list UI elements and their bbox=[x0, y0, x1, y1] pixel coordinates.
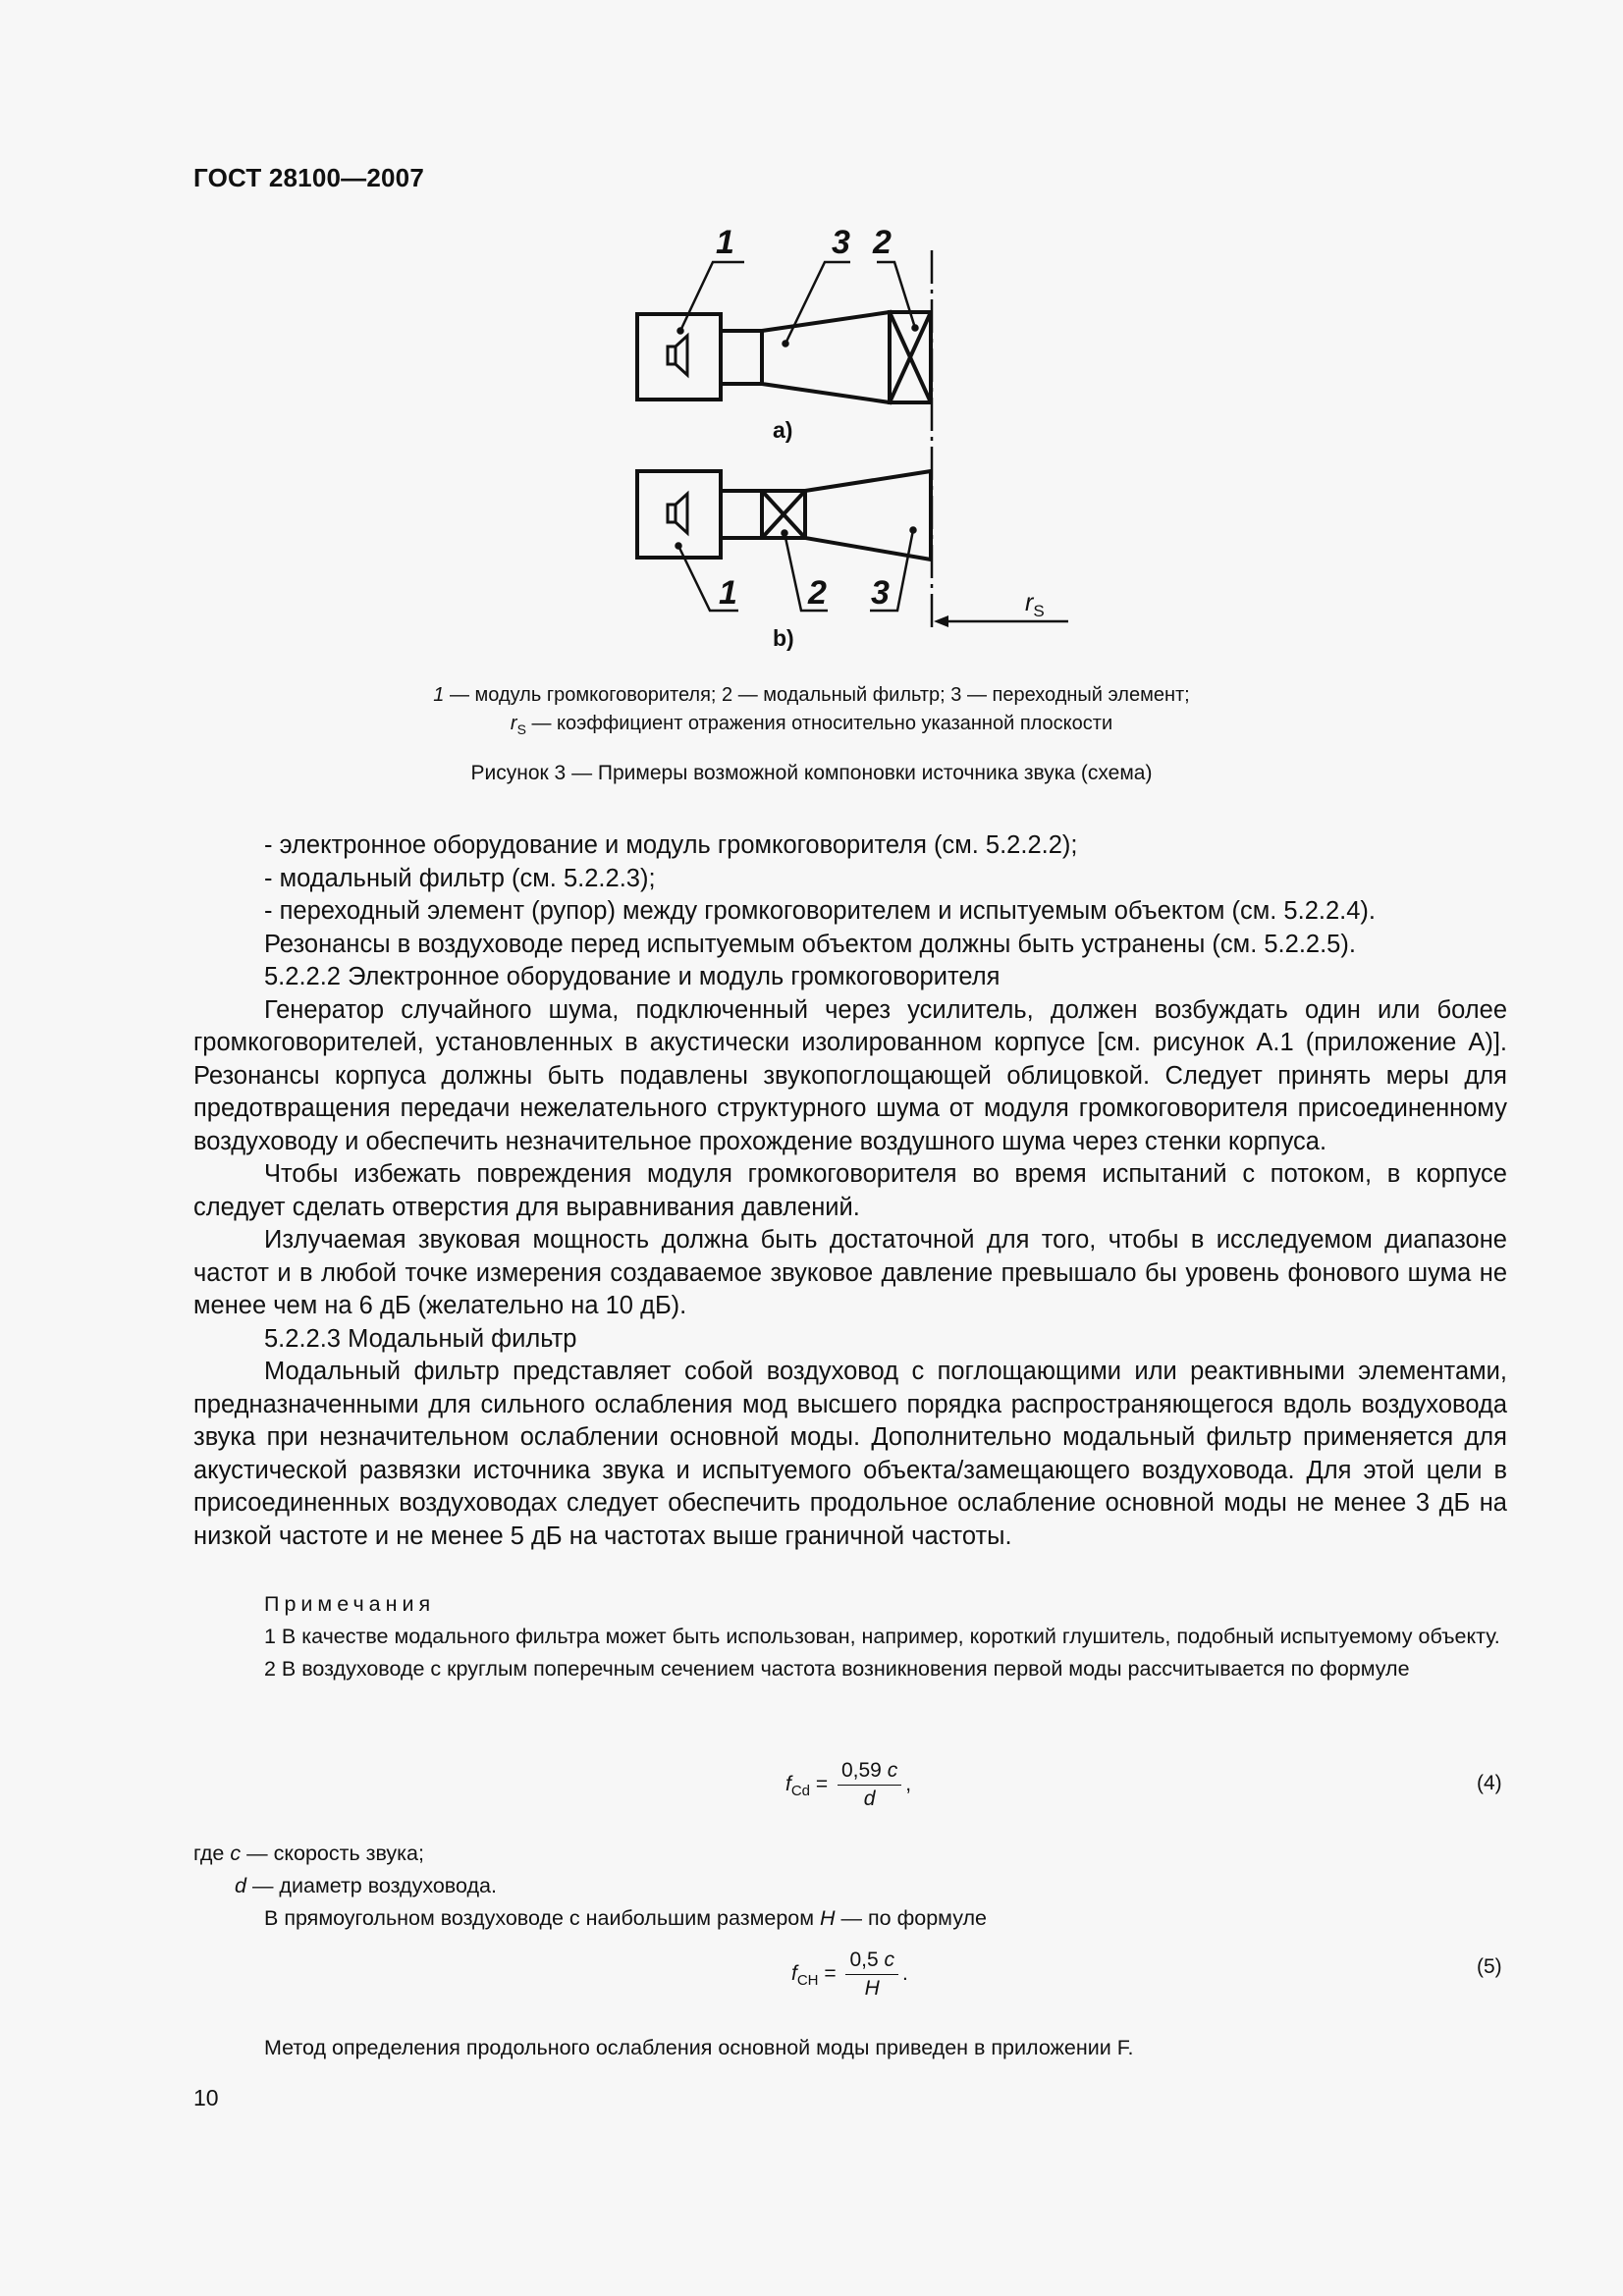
figure-3 bbox=[0, 0, 1623, 687]
subfigure-a-label: а) bbox=[773, 417, 793, 443]
where-block bbox=[193, 1838, 987, 1935]
paragraph: Излучаемая звуковая мощность должна быть достаточной для того, чтобы в исследуемом диапазоне частот и в любой точке измерения создаваемое звуковое давление превышало бы уровень фонового шума не менее чем на 6 дБ (желательно на 10 дБ). bbox=[193, 1226, 1507, 1319]
paragraph: Чтобы избежать повреждения модуля громкоговорителя во время испытаний с потоком, в корпусе следует сделать отверстия для выравнивания давлений. bbox=[193, 1160, 1507, 1221]
equation-number-4: (4) bbox=[1477, 1772, 1502, 1794]
rect-duct-line: В прямоугольном воздуховоде с наибольшим размером H — по формуле bbox=[264, 1906, 987, 1930]
notes-title: Примечания bbox=[264, 1592, 436, 1616]
section-heading-5222: 5.2.2.2 Электронное оборудование и модуль громкоговорителя bbox=[264, 963, 1001, 990]
method-line: Метод определения продольного ослабления основной моды приведен в приложении F. bbox=[264, 2036, 1134, 2059]
note-2: 2 В воздуховоде с круглым поперечным сечением частота возникновения первой моды рассчитывается по формуле bbox=[264, 1657, 1410, 1681]
b-label-3: 3 bbox=[871, 574, 890, 612]
note-1: 1 В качестве модального фильтра может быть использован, например, короткий глушитель, подобный испытуемому объекту. bbox=[264, 1625, 1500, 1648]
formula-4: $f_{Cd}$ = $\frac{0,59 c}{d}$ , bbox=[785, 1759, 912, 1810]
formula-5: $f_{CH}$ = $\frac{0,5 c}{H}$ . bbox=[791, 1949, 908, 2000]
list-item: - электронное оборудование и модуль громкоговорителя (см. 5.2.2.2); bbox=[264, 831, 1078, 859]
b-label-1: 1 bbox=[719, 574, 737, 612]
figure-legend bbox=[0, 681, 1623, 744]
b-label-2: 2 bbox=[808, 574, 827, 612]
subfigure-b-label: b) bbox=[773, 625, 794, 651]
notes-block bbox=[193, 1588, 1507, 1685]
a-short-duct bbox=[721, 331, 762, 384]
a-label-3: 3 bbox=[832, 224, 850, 261]
list-item: - модальный фильтр (см. 5.2.2.3); bbox=[264, 864, 656, 892]
paragraph: Резонансы в воздуховоде перед испытуемым объектом должны быть устранены (см. 5.2.2.5). bbox=[264, 930, 1356, 958]
legend-line-2: $r_S$ — коэффициент отражения относительно указанной плоскости bbox=[510, 713, 1113, 737]
equation-number-5: (5) bbox=[1477, 1955, 1502, 1978]
document-code-header: ГОСТ 28100—2007 bbox=[193, 163, 424, 192]
section-heading-5223: 5.2.2.3 Модальный фильтр bbox=[264, 1324, 577, 1353]
where-d: d — диаметр воздуховода. bbox=[235, 1874, 497, 1897]
a-speaker-box bbox=[637, 314, 721, 400]
list-item: - переходный элемент (рупор) между громкоговорителем и испытуемым объектом (см. 5.2.2.4). bbox=[264, 897, 1376, 925]
paragraph: Генератор случайного шума, подключенный через усилитель, должен возбуждать один или более громкоговорителей, установленных в акустически изолированном корпусе [см. рисунок А.1 (приложение А)]. Резонансы корпуса должны быть подавлены звукопоглощающей облицовкой. Следует принять меры для предотвращения передачи нежелательного структурного шума от модуля громкоговорителя присоединенному воздуховоду и обеспечить незначительное прохождение воздушного шума через стенки корпуса. bbox=[193, 995, 1507, 1155]
figure-caption: Рисунок 3 — Примеры возможной компоновки источника звука (схема) bbox=[470, 762, 1153, 784]
a-label-1: 1 bbox=[716, 224, 734, 261]
legend-line-1: 1 — модуль громкоговорителя; 2 — модальный фильтр; 3 — переходный элемент; bbox=[433, 684, 1190, 706]
rs-label: $r_S$ bbox=[1025, 589, 1045, 620]
rs-arrowhead bbox=[934, 615, 948, 627]
paragraph: Модальный фильтр представляет собой воздуховод с поглощающими или реактивными элементами, предназначенными для сильного ослабления мод высшего порядка распространяющегося вдоль воздуховода звука при незначительном ослаблении основной моды. Дополнительно модальный фильтр применяется для акустической развязки источника звука и испытуемого объекта/замещающего воздуховода. Для этой цели в присоединенных воздуховодах следует обеспечить продольное ослабление основной моды не менее 3 дБ на низкой частоте и не менее 5 дБ на частотах выше граничной частоты. bbox=[193, 1358, 1507, 1550]
main-text bbox=[193, 829, 1507, 1553]
page-number: 10 bbox=[193, 2085, 219, 2110]
b-short-duct bbox=[721, 491, 762, 538]
a-label-2: 2 bbox=[873, 224, 892, 261]
b-horn bbox=[805, 471, 931, 560]
a-horn bbox=[762, 312, 890, 402]
where-c: где c — скорость звука; bbox=[193, 1842, 424, 1865]
